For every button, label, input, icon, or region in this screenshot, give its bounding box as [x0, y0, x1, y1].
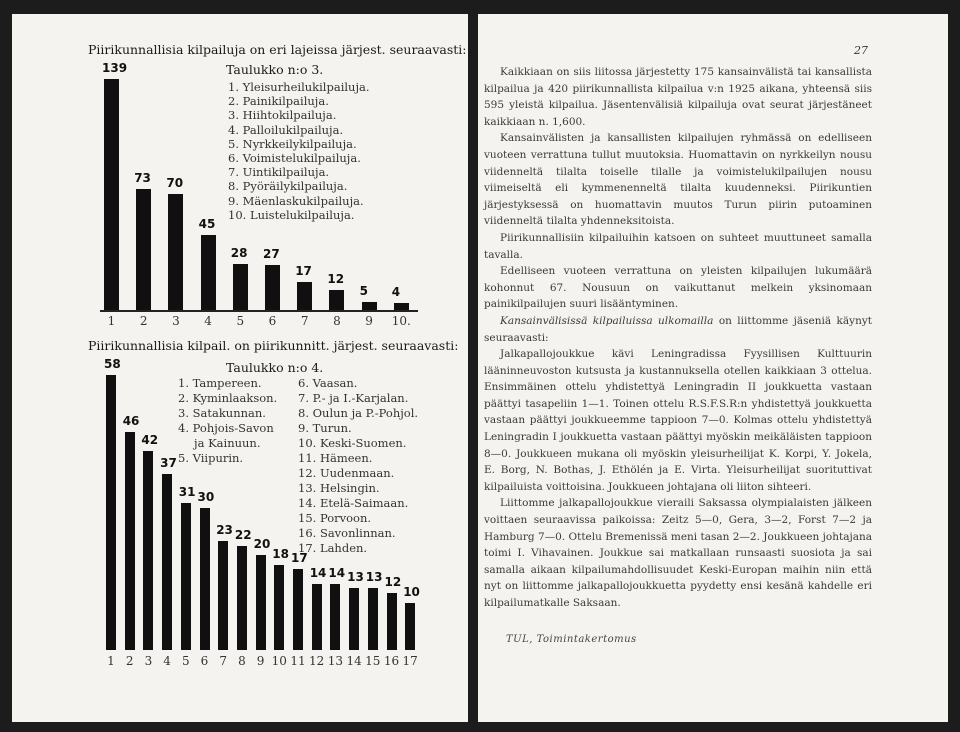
- section-title: Kansainvälisissä kilpailuissa ulkomailla: [500, 314, 714, 327]
- legend-item: 1. Tampereen.: [178, 376, 262, 390]
- paragraph: Jalkapallojoukkue kävi Leningradissa Fyysillisen Kulttuurin lääninneuvoston kutsusta ja kustannuksella otellen kaikkiaan 3 ottelua. Ensimmäinen ottelu yhdistettyä Leningradin II joukkuetta vastaan päättyi tasapeliin 1—1. Toinen ottelu R.S.F.S.R:n yhdistettyä joukkuetta vastaan päättyi joukkueemme tappioon 7—0. Kolmas ottelu yhdistettyä Leningradin I joukkuetta vastaan päättyi myöskin meikäläisten tappioon 8—0. Joukkueen mukana oli myöskin yleisurheilijat K. Korpi, Y. Jokela, E. Borg, N. Bothas, J. Ethölén ja E. Virta. Yleisurheilijat suorituttivat kilpailuista voittoisina. Joukkueen johtajana oli liiton sihteeri.: [484, 348, 872, 493]
- chart1-intro: Piirikunnallisia kilpailuja on eri lajeissa järjest. seuraavasti:: [88, 42, 467, 57]
- data-label: 22: [234, 527, 252, 542]
- paragraph: Edelliseen vuoteen verrattuna on yleisten kilpailujen lukumäärä kohonnut 67. Nousuun on vaikuttanut melkein yksinomaan painikilpailujen suuri lisääntyminen.: [484, 265, 872, 311]
- data-label: 139: [102, 61, 128, 76]
- chart-bar: [237, 546, 247, 651]
- data-label: 37: [160, 456, 177, 471]
- x-tick-label: 6: [200, 654, 209, 668]
- chart-bar: [274, 565, 284, 651]
- chart-bar: [143, 451, 153, 651]
- chart-bar: [330, 584, 340, 651]
- data-label: 14: [328, 565, 346, 580]
- data-label: 73: [134, 170, 151, 185]
- data-label: 4: [391, 285, 401, 300]
- legend-item: 5. Viipurin.: [178, 451, 244, 465]
- chart-bar: [200, 508, 210, 651]
- chart-bar: [125, 432, 135, 651]
- x-tick-label: 6: [268, 314, 277, 328]
- legend-item: 11. Hämeen.: [298, 451, 373, 465]
- data-label: 20: [253, 537, 271, 551]
- x-tick-label: 16: [383, 654, 400, 668]
- x-tick-label: 13: [327, 654, 344, 668]
- legend-item: 8. Pyöräilykilpailuja.: [228, 179, 348, 194]
- legend-item: 1. Yleisurheilukilpailuja.: [228, 80, 370, 94]
- data-label: 13: [347, 570, 364, 585]
- chart-bar: [387, 593, 397, 650]
- paragraph: Piirikunnallisiin kilpailuihin katsoen on suhteet muuttuneet samalla tavalla.: [484, 231, 872, 261]
- data-label: 30: [197, 489, 215, 504]
- data-label: 12: [384, 575, 402, 589]
- data-label: 46: [122, 413, 140, 428]
- legend-item: 17. Lahden.: [298, 541, 368, 555]
- data-label: 17: [295, 263, 312, 278]
- chart-bar: [368, 588, 378, 650]
- data-label: 5: [359, 283, 368, 298]
- x-tick-label: 10.: [391, 314, 411, 328]
- paragraph: Kaikkiaan on siis liitossa järjestetty 175 kansainvälistä tai kansallista kilpailua ja 420 piirikunnallista kilpailua v:n 1925 aikana, yhteensä siis 595 yleistä kilpailua. Jäsentenvälisiä kilpailuja ovat seurat järjestäneet kaikkiaan n. 1,600.: [484, 66, 872, 128]
- data-label: 45: [198, 217, 216, 232]
- x-tick-label: 15: [365, 654, 381, 668]
- legend-item: 3. Satakunnan.: [178, 406, 266, 420]
- x-tick-label: 3: [144, 654, 153, 668]
- data-label: 42: [141, 432, 159, 447]
- right-page: [478, 14, 948, 722]
- legend-item: 4. Palloilukilpailuja.: [228, 122, 344, 137]
- x-tick-label: 7: [300, 314, 309, 328]
- x-tick-label: 1: [107, 314, 116, 328]
- chart2-table-title: Taulukko n:o 4.: [226, 360, 324, 375]
- data-label: 58: [104, 356, 121, 371]
- x-tick-label: 5: [181, 654, 190, 668]
- chart-bar: [312, 584, 322, 651]
- legend-item: 7. P.- ja I.-Karjalan.: [298, 391, 409, 405]
- x-tick-label: 8: [333, 314, 341, 328]
- legend-item: 15. Porvoon.: [298, 511, 372, 525]
- legend-item: 16. Savonlinnan.: [298, 526, 396, 540]
- legend-item: 2. Kyminlaakson.: [178, 391, 278, 405]
- x-tick-label: 11: [290, 654, 306, 668]
- chart-bar: [405, 603, 415, 651]
- legend-item: 12. Uudenmaan.: [298, 466, 395, 480]
- data-label: 17: [291, 551, 308, 566]
- body-text: [484, 64, 872, 612]
- legend-item: 10. Keski-Suomen.: [298, 436, 407, 450]
- x-tick-label: 2: [139, 314, 148, 328]
- chart-bar: [106, 375, 116, 651]
- chart2-bars: [12, 14, 468, 722]
- legend-item: 2. Painikilpailuja.: [228, 94, 329, 109]
- legend-item: 13. Helsingin.: [298, 481, 380, 495]
- data-label: 18: [272, 546, 289, 561]
- x-tick-label: 8: [238, 654, 246, 668]
- data-label: 23: [216, 522, 233, 537]
- data-label: 31: [178, 484, 196, 499]
- chart-bar: [218, 541, 228, 650]
- legend-item: 9. Mäenlaskukilpailuja.: [228, 193, 364, 208]
- chart2-intro: Piirikunnallisia kilpail. on piirikunnitt. järjest. seuraavasti:: [88, 338, 459, 353]
- legend-item: 9. Turun.: [298, 421, 352, 435]
- legend-item: 7. Uintikilpailuja.: [228, 165, 330, 180]
- legend-item: 6. Vaasan.: [298, 376, 358, 390]
- legend-item: 5. Nyrkkeilykilpailuja.: [228, 136, 357, 151]
- signature: TUL, Toimintakertomus: [506, 634, 637, 645]
- data-label: 12: [327, 272, 345, 287]
- page-number: 27: [854, 44, 868, 57]
- chart1-table-title: Taulukko n:o 3.: [226, 62, 324, 77]
- x-tick-label: 4: [204, 314, 212, 328]
- x-tick-label: 9: [365, 314, 373, 328]
- chart-bar: [293, 569, 303, 650]
- legend-item: 3. Hiihtokilpailuja.: [228, 108, 337, 123]
- x-tick-label: 7: [219, 654, 227, 668]
- paragraph: Kansainvälisten ja kansallisten kilpailujen ryhmässä on edelliseen vuoteen verrattuna tullut muutoksia. Huomattavin on nyrkkeilyn nousu viidenneltä tilalta toiselle tilalle ja voimistelukilpailujen nousu viimeiseltä eli kymmenenneltä tilalta kuudenneksi. Piirikuntien järjestyksessä on huomattavin muutos Turun piirin putoaminen viidenneltä tilalta yhdenneksitoista.: [484, 132, 872, 228]
- x-tick-label: 17: [402, 654, 418, 668]
- x-tick-label: 2: [125, 654, 134, 668]
- legend-item: 8. Oulun ja P.-Pohjol.: [298, 406, 419, 420]
- data-label: 70: [166, 175, 184, 190]
- data-label: 10: [403, 584, 420, 599]
- chart-bar: [162, 474, 172, 650]
- x-tick-label: 9: [256, 654, 265, 668]
- legend-item: 14. Etelä-Saimaan.: [298, 496, 409, 510]
- x-tick-label: 10: [271, 654, 287, 668]
- section-rest: on liittomme jäseniä käynyt seuraavasti:: [484, 314, 873, 344]
- x-tick-label: 5: [236, 314, 245, 328]
- x-tick-label: 4: [163, 654, 171, 668]
- legend-item: 10. Luistelukilpailuja.: [228, 207, 355, 222]
- x-tick-label: 1: [107, 654, 115, 668]
- paragraph: Liittomme jalkapallojoukkue vieraili Saksassa olympialaisten jälkeen voittaen seuraavissa paikoissa: Zeitz 5—0, Gera, 3—2, Forst 7—2 ja Hamburg 7—0. Ottelu Bremenissä meni tasan 2—2. Joukkueen johtajana toimi I. Vihavainen. Joukkue sai matkallaan runsaasti suosiota ja sai samalla aikaan kilpailumahdollisuudet Keski-Europan maihin niin että nyt on liittomme jalkapallojoukkuetta pyydetty ensi kesänä kahdelle eri kilpailumatkalle Saksaan.: [484, 497, 872, 609]
- data-label: 27: [263, 247, 280, 262]
- x-tick-label: 3: [172, 314, 180, 328]
- data-label: 28: [230, 245, 248, 260]
- data-label: 13: [365, 570, 383, 585]
- chart-bar: [181, 503, 191, 650]
- section-paragraph: [484, 313, 872, 346]
- legend-item: 4. Pohjois-Savon: [178, 421, 274, 435]
- data-label: 14: [309, 565, 327, 580]
- x-tick-label: 12: [309, 654, 325, 668]
- legend-item: 6. Voimistelukilpailuja.: [228, 150, 361, 165]
- legend-item: ja Kainuun.: [194, 436, 261, 450]
- chart-bar: [256, 555, 266, 650]
- chart-bar: [349, 588, 359, 650]
- left-page: [12, 14, 468, 722]
- x-tick-label: 14: [346, 654, 362, 668]
